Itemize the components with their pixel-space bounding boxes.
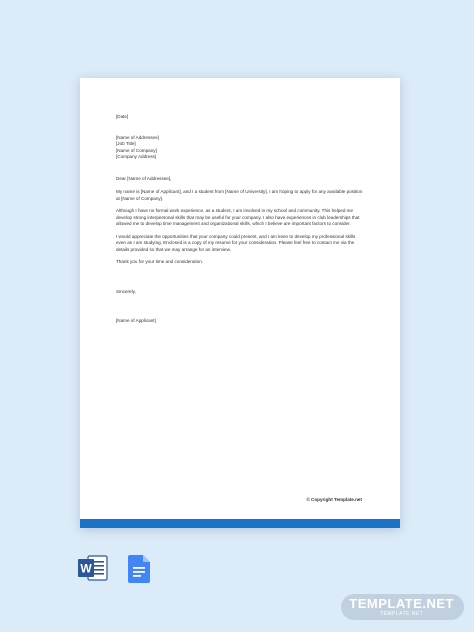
google-docs-icon[interactable] — [128, 555, 150, 588]
letter-date: [Date] — [116, 114, 129, 119]
letter-body — [116, 114, 366, 325]
word-icon-letter: W — [80, 561, 92, 576]
letter-paragraph-3: I would appreciate the opportunities that your company could present, and I am keen to develop my professional skills even as I am studying. Enclosed is a copy of my resume for your consideration. Please feel free to contact me via the details provided so that we may arrange for an interview. — [116, 233, 356, 252]
addressee-job-title: [Job Title] — [116, 141, 136, 146]
document-accent-stripe — [80, 519, 400, 528]
addressee-name: [Name of Addressee] — [116, 134, 159, 140]
letter-salutation: Dear [Name of Addressee], — [116, 175, 172, 181]
copyright-notice: © Copyright Template.net — [306, 497, 362, 502]
letter-paragraph-2: Although I have no formal work experience, as a student, I am involved in my school and community. This helped me develop strong interpersonal skills that may be useful for your company. I also have experiences in club leaderships that allowed me to develop time management and organizational skills, which I believe are important factors to consider. — [116, 208, 360, 226]
letter-thanks: Thank you for your time and consideration. — [116, 259, 204, 264]
letter-signature: [Name of Applicant] — [116, 318, 156, 323]
addressee-company-address: [Company Address] — [116, 154, 157, 159]
watermark-text: TEMPLATE.NET — [349, 596, 454, 611]
letter-document — [80, 78, 400, 528]
ms-word-icon[interactable] — [78, 555, 108, 586]
addressee-company: [Name of Company] — [116, 147, 157, 153]
watermark-subtext: TEMPLATE.NET — [379, 611, 424, 617]
template-net-watermark — [341, 594, 464, 620]
letter-closing: Sincerely, — [116, 288, 136, 294]
addressee-block — [116, 135, 366, 161]
letter-paragraph-1: My name is [Name of Applicant], and I a student from [Name of University]. I am hoping to apply for any available position at [Name of Company]. — [116, 189, 363, 201]
